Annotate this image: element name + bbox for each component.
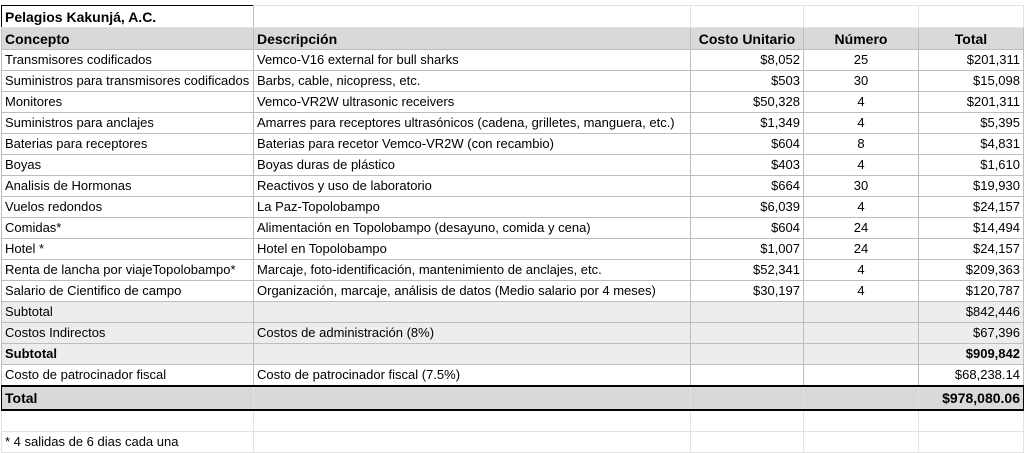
cell-concepto: Comidas* — [2, 218, 254, 239]
footnote: * 4 salidas de 6 dias cada una — [2, 432, 254, 453]
table-row — [2, 134, 1024, 155]
cell-total: $4,831 — [919, 134, 1024, 155]
cell-total: $5,395 — [919, 113, 1024, 134]
cell-total: $209,363 — [919, 260, 1024, 281]
table-row — [2, 92, 1024, 113]
table-row — [2, 260, 1024, 281]
cell-descripcion: Barbs, cable, nicopress, etc. — [254, 71, 691, 92]
cell-concepto: Boyas — [2, 155, 254, 176]
cell-concepto: Renta de lancha por viajeTopolobampo* — [2, 260, 254, 281]
empty-cell — [919, 410, 1024, 432]
fiscal-label: Costo de patrocinador fiscal — [2, 365, 254, 387]
cell-costo-unitario: $6,039 — [691, 197, 804, 218]
cell-concepto: Salario de Cientifico de campo — [2, 281, 254, 302]
empty-cell — [804, 344, 919, 365]
fiscal-sponsor-row — [2, 365, 1024, 387]
cell-descripcion: Vemco-VR2W ultrasonic receivers — [254, 92, 691, 113]
empty-cell — [254, 302, 691, 323]
cell-descripcion: Alimentación en Topolobampo (desayuno, comida y cena) — [254, 218, 691, 239]
empty-cell — [691, 365, 804, 387]
empty-cell — [804, 365, 919, 387]
empty-cell — [919, 6, 1024, 28]
org-title: Pelagios Kakunjá, A.C. — [2, 6, 254, 28]
cell-numero: 4 — [804, 260, 919, 281]
cell-numero: 30 — [804, 176, 919, 197]
table-row — [2, 113, 1024, 134]
cell-total: $24,157 — [919, 197, 1024, 218]
indirect-description: Costos de administración (8%) — [254, 323, 691, 344]
cell-total: $120,787 — [919, 281, 1024, 302]
cell-costo-unitario: $8,052 — [691, 50, 804, 71]
header-descripcion: Descripción — [254, 28, 691, 50]
cell-numero: 4 — [804, 155, 919, 176]
cell-concepto: Analisis de Hormonas — [2, 176, 254, 197]
cell-concepto: Suministros para transmisores codificados — [2, 71, 254, 92]
cell-numero: 25 — [804, 50, 919, 71]
cell-concepto: Monitores — [2, 92, 254, 113]
indirect-costs-row — [2, 323, 1024, 344]
cell-descripcion: Reactivos y uso de laboratorio — [254, 176, 691, 197]
table-row — [2, 50, 1024, 71]
subtotal-label: Subtotal — [2, 302, 254, 323]
grand-total-row — [2, 386, 1024, 410]
empty-cell — [804, 6, 919, 28]
cell-descripcion: Amarres para receptores ultrasónicos (cadena, grilletes, manguera, etc.) — [254, 113, 691, 134]
header-concepto: Concepto — [2, 28, 254, 50]
empty-cell — [691, 6, 804, 28]
fiscal-description: Costo de patrocinador fiscal (7.5%) — [254, 365, 691, 387]
indirect-value: $67,396 — [919, 323, 1024, 344]
empty-cell — [804, 386, 919, 410]
empty-cell — [804, 410, 919, 432]
table-row — [2, 281, 1024, 302]
cell-concepto: Transmisores codificados — [2, 50, 254, 71]
grand-total-value: $978,080.06 — [919, 386, 1024, 410]
empty-cell — [691, 302, 804, 323]
cell-numero: 4 — [804, 281, 919, 302]
empty-cell — [691, 323, 804, 344]
cell-concepto: Hotel * — [2, 239, 254, 260]
cell-costo-unitario: $604 — [691, 218, 804, 239]
header-total: Total — [919, 28, 1024, 50]
header-costo: Costo Unitario — [691, 28, 804, 50]
blank-row — [2, 410, 1024, 432]
cell-descripcion: Baterias para recetor Vemco-VR2W (con recambio) — [254, 134, 691, 155]
empty-cell — [804, 323, 919, 344]
empty-cell — [2, 410, 254, 432]
grand-total-label: Total — [2, 386, 254, 410]
cell-numero: 4 — [804, 113, 919, 134]
cell-concepto: Suministros para anclajes — [2, 113, 254, 134]
cell-descripcion: Hotel en Topolobampo — [254, 239, 691, 260]
footnote-row — [2, 432, 1024, 453]
table-row — [2, 155, 1024, 176]
cell-total: $201,311 — [919, 50, 1024, 71]
cell-costo-unitario: $30,197 — [691, 281, 804, 302]
cell-numero: 4 — [804, 197, 919, 218]
cell-numero: 8 — [804, 134, 919, 155]
empty-cell — [691, 410, 804, 432]
cell-concepto: Vuelos redondos — [2, 197, 254, 218]
empty-cell — [254, 432, 691, 453]
cell-descripcion: La Paz-Topolobampo — [254, 197, 691, 218]
empty-cell — [254, 344, 691, 365]
cell-descripcion: Organización, marcaje, análisis de datos (Medio salario por 4 meses) — [254, 281, 691, 302]
cell-numero: 24 — [804, 239, 919, 260]
fiscal-value: $68,238.14 — [919, 365, 1024, 387]
table-row — [2, 239, 1024, 260]
subtotal-row — [2, 302, 1024, 323]
cell-numero: 4 — [804, 92, 919, 113]
table-row — [2, 176, 1024, 197]
cell-total: $24,157 — [919, 239, 1024, 260]
empty-cell — [254, 386, 691, 410]
empty-cell — [691, 386, 804, 410]
empty-cell — [804, 432, 919, 453]
cell-costo-unitario: $52,341 — [691, 260, 804, 281]
empty-cell — [254, 6, 691, 28]
table-row — [2, 197, 1024, 218]
empty-cell — [691, 432, 804, 453]
cell-total: $201,311 — [919, 92, 1024, 113]
subtotal2-row — [2, 344, 1024, 365]
header-row — [2, 28, 1024, 50]
subtotal2-label: Subtotal — [2, 344, 254, 365]
empty-cell — [919, 432, 1024, 453]
empty-cell — [254, 410, 691, 432]
cell-costo-unitario: $664 — [691, 176, 804, 197]
cell-costo-unitario: $403 — [691, 155, 804, 176]
subtotal2-value: $909,842 — [919, 344, 1024, 365]
cell-descripcion: Boyas duras de plástico — [254, 155, 691, 176]
subtotal-value: $842,446 — [919, 302, 1024, 323]
table-row — [2, 218, 1024, 239]
cell-costo-unitario: $1,349 — [691, 113, 804, 134]
cell-costo-unitario: $50,328 — [691, 92, 804, 113]
cell-costo-unitario: $1,007 — [691, 239, 804, 260]
indirect-label: Costos Indirectos — [2, 323, 254, 344]
cell-costo-unitario: $604 — [691, 134, 804, 155]
empty-cell — [691, 344, 804, 365]
budget-table — [1, 5, 1024, 453]
cell-descripcion: Marcaje, foto-identificación, mantenimiento de anclajes, etc. — [254, 260, 691, 281]
empty-cell — [804, 302, 919, 323]
cell-costo-unitario: $503 — [691, 71, 804, 92]
table-row — [2, 71, 1024, 92]
cell-total: $14,494 — [919, 218, 1024, 239]
cell-concepto: Baterias para receptores — [2, 134, 254, 155]
cell-total: $1,610 — [919, 155, 1024, 176]
title-row — [2, 6, 1024, 28]
cell-descripcion: Vemco-V16 external for bull sharks — [254, 50, 691, 71]
cell-numero: 30 — [804, 71, 919, 92]
header-numero: Número — [804, 28, 919, 50]
cell-numero: 24 — [804, 218, 919, 239]
cell-total: $19,930 — [919, 176, 1024, 197]
cell-total: $15,098 — [919, 71, 1024, 92]
